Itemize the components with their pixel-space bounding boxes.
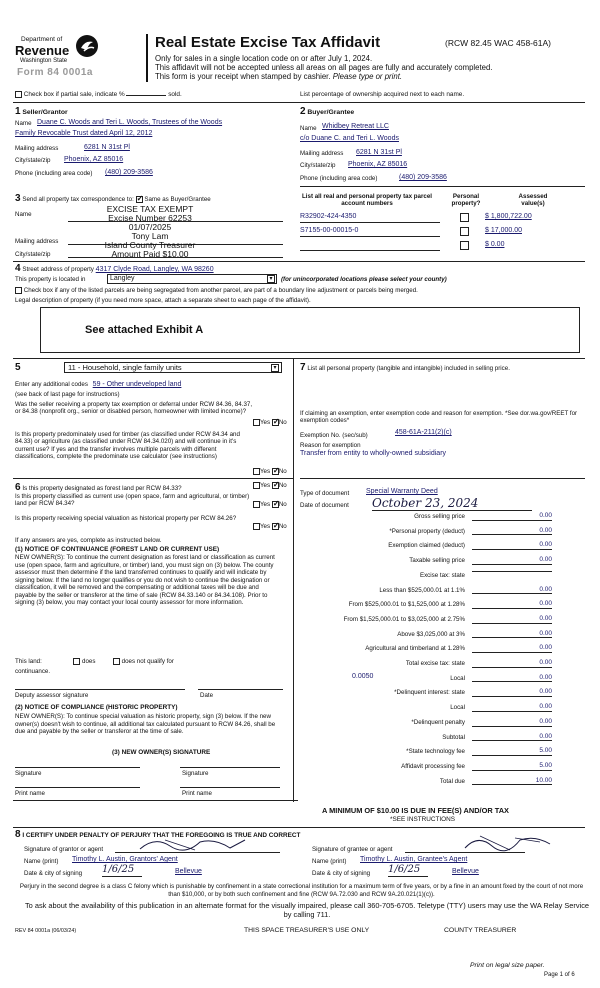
grantee-signature — [460, 832, 560, 854]
form-number: Form 84 0001a — [17, 67, 93, 78]
dor-logo — [13, 34, 133, 80]
header-sub1: Only for sales in a single location code on or after July 1, 2024. — [155, 54, 373, 63]
s6q3-no-checkbox[interactable] — [272, 523, 279, 530]
tax-row-label: *Delinquent interest: state — [394, 689, 465, 697]
doc-date-label: Date of document — [300, 502, 349, 509]
s6q2-answer — [253, 501, 287, 509]
continuance-body: NEW OWNER(S): To continue the current designation as forest land or classification as current use (open space, farm and agriculture, or timber) land, you must sign on (3) below. The county assessor must then determine if the land transferred continues to qualify and will indicate by signing below. If the land no longer qualifies or you do not wish to continue the designation or classification, it will be removed and the compensating or additional taxes will be due and payable by the seller or transferor at the time of sale (RCW 84.33.140 or 84.34.108). Prior to signing (3) below, you may contact your local county assessor for more information. — [15, 554, 275, 607]
segregated-checkbox[interactable] — [15, 287, 22, 294]
parcel-account[interactable]: S7155-00-00015-0 — [300, 227, 359, 234]
seller-heading-text: Seller/Grantor — [22, 109, 68, 116]
location-value: Langley — [110, 275, 135, 282]
doc-date-value[interactable]: October 23, 2024 — [372, 496, 532, 511]
sec6-question-2: Is this property classified as current use (open space, farm and agricultural, or timber) land per RCW 84.34? — [15, 493, 250, 508]
tax-row-label: Exemption claimed (deduct) — [388, 542, 465, 550]
tax-row-label: Agricultural and timberland at 1.28% — [365, 645, 465, 653]
personal-property-checkbox[interactable] — [460, 213, 469, 222]
seller-mail-value[interactable]: 6281 N 31st Pl — [84, 144, 130, 151]
see-instructions-note: *SEE INSTRUCTIONS — [390, 816, 455, 823]
seller-heading — [15, 106, 68, 118]
exhibit-text: See attached Exhibit A — [85, 324, 204, 336]
exemption-no-label: Exemption No. (sec/sub) — [300, 432, 368, 439]
grantor-name-label: Name (print) — [24, 858, 59, 865]
logo-state: Washington State — [20, 58, 68, 64]
does-not-checkbox[interactable] — [113, 658, 120, 665]
assessed-value[interactable]: $ 0.00 — [485, 241, 505, 248]
tax-row-value[interactable]: 0.00 — [472, 541, 552, 550]
yes-label: Yes — [260, 501, 271, 509]
sec3-text: Send all property tax correspondence to: — [22, 196, 134, 203]
divider — [300, 222, 440, 223]
reason-label: Reason for exemption — [300, 442, 361, 449]
accessibility-notice: To ask about the availability of this publication in an alternate format for the visually impaired, please call 360-705-6705. Teletype (TTY) users may use the WA Relay Service by calling 711. — [24, 901, 590, 919]
yes-label: Yes — [260, 482, 271, 490]
grantor-name-value[interactable]: Timothy L. Austin, Grantors' Agent — [72, 856, 178, 863]
revision-number: REV 84 0001a (06/03/24) — [15, 928, 77, 934]
doc-type-label: Type of document — [300, 490, 350, 497]
street-value[interactable]: 4317 Clyde Road, Langley, WA 98260 — [95, 266, 214, 273]
divider — [13, 261, 585, 262]
deputy-sig-label: Deputy assessor signature — [15, 692, 89, 699]
divider — [15, 689, 185, 690]
personal-property-header: Personal property? — [451, 193, 481, 208]
buyer-mail-label: Mailing address — [300, 150, 344, 157]
perjury-notice — [14, 883, 589, 899]
tax-row-value[interactable]: 0.00 — [472, 659, 552, 668]
tax-row — [300, 748, 560, 759]
header-sub2: This affidavit will not be accepted unless all areas on all pages are fully and accurately completed. — [155, 63, 493, 72]
doc-type-value[interactable]: Special Warranty Deed — [366, 488, 438, 495]
s6q2-no-checkbox[interactable] — [272, 501, 279, 508]
grantor-date-label: Date & city of signing — [24, 870, 83, 877]
divider — [15, 787, 140, 788]
sec3-num: 3 — [15, 193, 21, 204]
owner-print-label-2: Print name — [182, 790, 212, 797]
no-label: No — [278, 501, 287, 509]
buyer-name-1[interactable]: Whidbey Retreat LLC — [322, 123, 389, 130]
owner-sig-label-1: Signature — [15, 770, 42, 777]
tax-row — [300, 675, 560, 686]
seller-city-label: City/state/zip — [15, 157, 51, 164]
divider — [13, 800, 298, 801]
header-divider — [146, 34, 148, 82]
sec3-mail-label: Mailing address — [15, 238, 59, 245]
s6q3-yes-checkbox[interactable] — [253, 523, 260, 530]
tax-row-value[interactable]: 0.00 — [472, 733, 552, 742]
s6q2-yes-checkbox[interactable] — [253, 501, 260, 508]
legal-desc-label: Legal description of property (if you need more space, attach a separate sheet to each page of the affidavit). — [15, 297, 311, 304]
q1-yes-checkbox[interactable] — [253, 419, 260, 426]
buyer-phone-label: Phone (including area code) — [300, 175, 378, 182]
addl-codes-row — [15, 381, 181, 389]
q2-no-checkbox[interactable] — [272, 468, 279, 475]
buyer-phone-value[interactable]: (480) 209-3586 — [399, 174, 447, 181]
tax-row-label: Affidavit processing fee — [401, 762, 465, 770]
list-percentage-note: List percentage of ownership acquired next to each name. — [300, 91, 465, 98]
sec6-question-1: Is this property designated as forest land per RCW 84.33? — [22, 485, 182, 492]
deputy-date-label: Date — [200, 692, 214, 699]
sec5-question-1: Was the seller receiving a property tax exemption or deferral under RCW 84.36, 84.37, or 84.38 (nonprofit org., senior or disabled person, homeowner with limited income)? — [15, 401, 253, 416]
tax-row-value[interactable]: 0.00 — [472, 586, 552, 595]
sec5-question-2: Is this property predominately used for timber (as classified under RCW 84.34 and 84.33) or agriculture (as classified under RCW 84.34.020) and will continue in it's current use? If yes and the transfer involves multiple parcels with different classifications, complete the predominate use calculator (see instructions) — [15, 431, 240, 461]
tax-row-value[interactable]: 10.00 — [472, 777, 552, 786]
seller-phone-value[interactable]: (480) 209-3586 — [105, 169, 153, 176]
no-label: No — [278, 419, 287, 427]
yes-label: Yes — [260, 468, 271, 476]
same-as-buyer-checkbox[interactable] — [136, 196, 143, 203]
treasurer-use-label: THIS SPACE TREASURER'S USE ONLY — [244, 927, 370, 934]
this-land-row — [15, 658, 174, 666]
grantee-city-value[interactable]: Bellevue — [452, 868, 479, 875]
sec3-city-label: City/state/zip — [15, 251, 51, 258]
sec6-instructions: If any answers are yes, complete as instructed below. — [15, 537, 162, 544]
does-not-label: does not qualify for — [121, 658, 174, 666]
q2-yes-checkbox[interactable] — [253, 468, 260, 475]
tax-row-label: Less than $525,000.01 at 1.1% — [379, 586, 465, 594]
buyer-heading-text: Buyer/Grantee — [307, 109, 355, 116]
grantee-date-value[interactable]: 1/6/25 — [388, 864, 428, 877]
addl-codes-note: (see back of last page for instructions) — [15, 391, 120, 398]
addl-codes-label: Enter any additional codes — [15, 381, 88, 388]
grantor-city-value[interactable]: Bellevue — [175, 868, 202, 875]
divider — [198, 689, 283, 690]
sec5-num: 5 — [15, 362, 21, 373]
personal-property-checkbox[interactable] — [460, 241, 469, 250]
sec6-num: 6 — [15, 482, 21, 493]
q1-no-checkbox[interactable] — [272, 419, 279, 426]
tax-row-label: Excise tax: state — [419, 571, 465, 579]
tax-row-label: *Delinquent penalty — [411, 718, 465, 726]
minimum-due-note: A MINIMUM OF $10.00 IS DUE IN FEE(S) AND/OR TAX — [322, 806, 509, 815]
tax-row-value[interactable]: 0.00 — [472, 674, 552, 683]
buyer-name-label: Name — [300, 125, 317, 132]
tax-row-label: From $1,525,000.01 to $3,025,000 at 2.75% — [343, 615, 465, 623]
sec7-num: 7 — [300, 362, 306, 373]
q1-answer — [253, 419, 287, 427]
tax-row-label: Local — [450, 674, 465, 682]
rcw-reference: (RCW 82.45 WAC 458-61A) — [445, 38, 551, 48]
segregated-label: Check box if any of the listed parcels are being segregated from another parcel, are part of a boundary line adjustment or parcels being merged. — [23, 287, 418, 295]
county-treasurer-label: COUNTY TREASURER — [444, 927, 517, 934]
continuance-heading: (1) NOTICE OF CONTINUANCE (FOREST LAND OR CURRENT USE) — [15, 546, 220, 553]
divider — [13, 102, 585, 103]
uninc-note: (for unincorporated locations please select your county) — [281, 276, 447, 283]
buyer-heading — [300, 106, 354, 118]
tax-row — [300, 660, 560, 671]
this-land-label: This land: — [15, 658, 42, 666]
tax-row — [300, 704, 560, 715]
divider — [180, 767, 280, 768]
partial-pct-field[interactable] — [126, 95, 166, 96]
use-code-select[interactable] — [64, 362, 282, 373]
seller-city-value[interactable]: Phoenix, AZ 85016 — [64, 156, 124, 163]
tax-row-label: Local — [450, 704, 465, 712]
tax-row-value[interactable]: 0.00 — [472, 600, 552, 609]
does-checkbox[interactable] — [73, 658, 80, 665]
buyer-name-2[interactable]: c/o Duane C. and Teri L. Woods — [300, 135, 399, 142]
sec4-num: 4 — [15, 263, 21, 274]
assessed-value[interactable]: $ 17,000.00 — [485, 227, 522, 234]
tax-row-value[interactable] — [472, 571, 552, 572]
tax-row-value[interactable]: 5.00 — [472, 762, 552, 771]
partial-sold-label: sold. — [168, 91, 182, 99]
header-sub3 — [155, 72, 402, 81]
divider — [15, 767, 140, 768]
tax-row — [300, 778, 560, 789]
seller-mail-label: Mailing address — [15, 145, 59, 152]
divider — [300, 186, 585, 187]
logo-revenue: Revenue — [15, 43, 70, 58]
tax-row-label: Total due — [439, 777, 465, 785]
s6q1-yes-checkbox[interactable] — [253, 482, 260, 489]
vertical-divider — [293, 358, 294, 802]
segregated-row — [15, 287, 418, 295]
tax-row — [300, 616, 560, 627]
q2-answer — [253, 468, 287, 476]
seller-name-1[interactable]: Duane C. Woods and Teri L. Woods, Trustees of the Woods — [37, 119, 223, 126]
page-number: Page 1 of 6 — [544, 972, 575, 978]
tax-row-label: Above $3,025,000 at 3% — [397, 630, 465, 638]
tax-row-value[interactable]: 0.00 — [472, 644, 552, 653]
divider — [300, 236, 440, 237]
stamp-line-4: Tony Lam — [131, 231, 169, 241]
tax-row — [300, 734, 560, 745]
location-select[interactable] — [107, 274, 277, 284]
tax-row — [300, 719, 560, 730]
tax-row-value[interactable]: 0.00 — [472, 718, 552, 727]
excise-stamp — [80, 205, 220, 259]
addl-codes-value[interactable]: 59 - Other undeveloped land — [92, 381, 182, 388]
grantee-name-label: Name (print) — [312, 858, 347, 865]
seller-name-2[interactable]: Family Revocable Trust dated April 12, 2012 — [15, 130, 153, 137]
grantor-signature — [135, 834, 255, 854]
grantor-date-value[interactable]: 1/6/25 — [102, 864, 142, 877]
tax-row — [300, 557, 560, 568]
tax-row-label: Total excise tax: state — [405, 660, 465, 667]
divider — [300, 478, 585, 479]
parcel-header: List all real and personal property tax parcel account numbers — [302, 193, 432, 208]
no-label: No — [278, 468, 287, 476]
tax-row — [300, 631, 560, 642]
divider — [13, 478, 293, 479]
tax-row-label: *Personal property (deduct) — [389, 527, 465, 535]
stamp-line-3: 01/07/2025 — [128, 222, 172, 232]
located-label: This property is located in — [15, 276, 86, 283]
tax-row-value[interactable]: 0.00 — [472, 615, 552, 624]
tax-row-value[interactable]: 0.00 — [472, 527, 552, 536]
tax-row — [300, 587, 560, 598]
tax-row — [300, 645, 560, 656]
legal-desc-box[interactable] — [40, 307, 580, 353]
seller-phone-label: Phone (including area code) — [15, 170, 93, 177]
header-sub3-italic: Please type or print. — [332, 72, 403, 81]
chevron-down-icon[interactable]: ▾ — [271, 364, 279, 372]
no-label: No — [278, 523, 287, 531]
tax-row-value[interactable]: 0.00 — [472, 512, 552, 521]
reason-value[interactable]: Transfer from entity to wholly-owned subsidiary — [300, 450, 447, 457]
assessed-value-header: Assessed value(s) — [518, 193, 548, 208]
partial-sale-label: Check box if partial sale, indicate % — [23, 91, 125, 99]
s6q3-answer — [253, 523, 287, 531]
sec6-question-3: Is this property receiving special valuation as historical property per RCW 84.26? — [15, 515, 237, 522]
compliance-body: NEW OWNER(S): To continue special valuation as historic property, sign (3) below. If the new owner(s) doesn't wish to continue, all additional tax calculated pursuant to RCW 84.26, shall be due and payable by the seller or transferor at the time of sale. — [15, 713, 276, 736]
seller-num: 1 — [15, 106, 21, 117]
tax-row-value[interactable]: 5.00 — [472, 747, 552, 756]
partial-sale-row — [15, 91, 182, 99]
legal-paper-note: Print on legal size paper. — [470, 962, 545, 969]
street-label: Street address of property — [22, 266, 94, 273]
buyer-num: 2 — [300, 106, 306, 117]
tax-row-value[interactable]: 0.00 — [472, 703, 552, 712]
stamp-line-5: Island County Treasurer — [104, 240, 196, 250]
owner-sig-label-2: Signature — [182, 770, 209, 777]
assessed-value[interactable]: $ 1,800,722.00 — [485, 213, 532, 220]
tax-row — [300, 763, 560, 774]
divider — [13, 827, 585, 828]
s6q1-no-checkbox[interactable] — [272, 482, 279, 489]
tax-row-label: *State technology fee — [406, 748, 465, 756]
s6q1-answer — [253, 482, 287, 490]
local-rate-value[interactable]: 0.0050 — [352, 673, 374, 680]
page-title: Real Estate Excise Tax Affidavit — [155, 34, 381, 51]
tax-row — [300, 689, 560, 700]
sec7-text-row — [300, 362, 580, 374]
partial-sale-checkbox[interactable] — [15, 91, 22, 98]
logo-dept: Department of — [21, 36, 63, 43]
yes-label: Yes — [260, 523, 271, 531]
header-sub3-text: This form is your receipt when stamped by cashier. — [155, 72, 331, 81]
tax-row-value[interactable]: 0.00 — [472, 556, 552, 565]
tax-row — [300, 601, 560, 612]
divider — [180, 787, 280, 788]
use-code-value: 11 - Household, single family units — [68, 363, 182, 372]
grantee-date-label: Date & city of signing — [312, 870, 371, 877]
grantee-name-value[interactable]: Timothy L. Austin, Grantee's Agent — [360, 856, 468, 863]
sec8-num: 8 — [15, 829, 21, 840]
tax-row-value[interactable]: 0.00 — [472, 630, 552, 639]
no-label: No — [278, 482, 287, 490]
exemption-no-value[interactable]: 458-61A-211(2)(c) — [395, 429, 452, 436]
buyer-city-label: City/state/zip — [300, 162, 336, 169]
exemption-instructions: If claiming an exemption, enter exemption code and reason for exemption. *See dor.wa.gov/REET for exemption codes* — [300, 410, 578, 425]
stamp-line-6: Amount Paid $10.00 — [111, 249, 189, 259]
certify-text: I CERTIFY UNDER PENALTY OF PERJURY THAT THE FOREGOING IS TRUE AND CORRECT — [22, 832, 301, 839]
personal-property-checkbox[interactable] — [460, 227, 469, 236]
same-as-buyer-label: Same as Buyer/Grantee — [144, 196, 211, 203]
owner-print-label-1: Print name — [15, 790, 45, 797]
stamp-line-1: EXCISE TAX EXEMPT — [106, 204, 194, 214]
buyer-city-value[interactable]: Phoenix, AZ 85016 — [348, 161, 408, 168]
sec7-text: List all personal property (tangible and intangible) included in selling price. — [307, 365, 510, 372]
grantee-sig-label: Signature of grantee or agent — [312, 846, 393, 853]
stamp-line-2: Excise Number 62253 — [108, 213, 192, 223]
sec3-name-label: Name — [15, 211, 32, 218]
tax-row — [300, 572, 560, 583]
tax-row — [300, 542, 560, 553]
tax-row-label: Taxable selling price — [409, 557, 465, 565]
perjury-text: Perjury in the second degree is a class C felony which is punishable by confinement in a state correctional institution for a maximum term of five years, or by a fine in an amount fixed by the court of not more than $10,000, or by both such confinement and fine (RCW 9A.72.030 and RCW 9A.20.021(1)(c)). — [19, 883, 584, 898]
continuance-label: continuance. — [15, 668, 51, 675]
tax-row-label: Subtotal — [442, 733, 465, 741]
tax-row-label: Gross selling price — [414, 513, 465, 520]
does-label: does — [82, 658, 96, 666]
compliance-heading: (2) NOTICE OF COMPLIANCE (HISTORIC PROPERTY) — [15, 704, 178, 711]
buyer-mail-value[interactable]: 6281 N 31st Pl — [356, 149, 402, 156]
parcel-account[interactable]: R32902-424-4350 — [300, 213, 357, 220]
divider — [300, 250, 440, 251]
yes-label: Yes — [260, 419, 271, 427]
tax-row-label: From $525,000.01 to $1,525,000 at 1.28% — [348, 601, 465, 609]
tax-row — [300, 513, 560, 524]
tax-row-value[interactable]: 0.00 — [472, 688, 552, 697]
grantor-sig-label: Signature of grantor or agent — [24, 846, 104, 853]
new-owner-sig-heading: (3) NEW OWNER(S) SIGNATURE — [112, 749, 211, 756]
tax-row — [300, 528, 560, 539]
chevron-down-icon[interactable]: ▾ — [267, 275, 275, 283]
seller-name-label: Name — [15, 120, 32, 127]
divider — [13, 358, 585, 359]
wa-logo-icon — [75, 34, 99, 58]
